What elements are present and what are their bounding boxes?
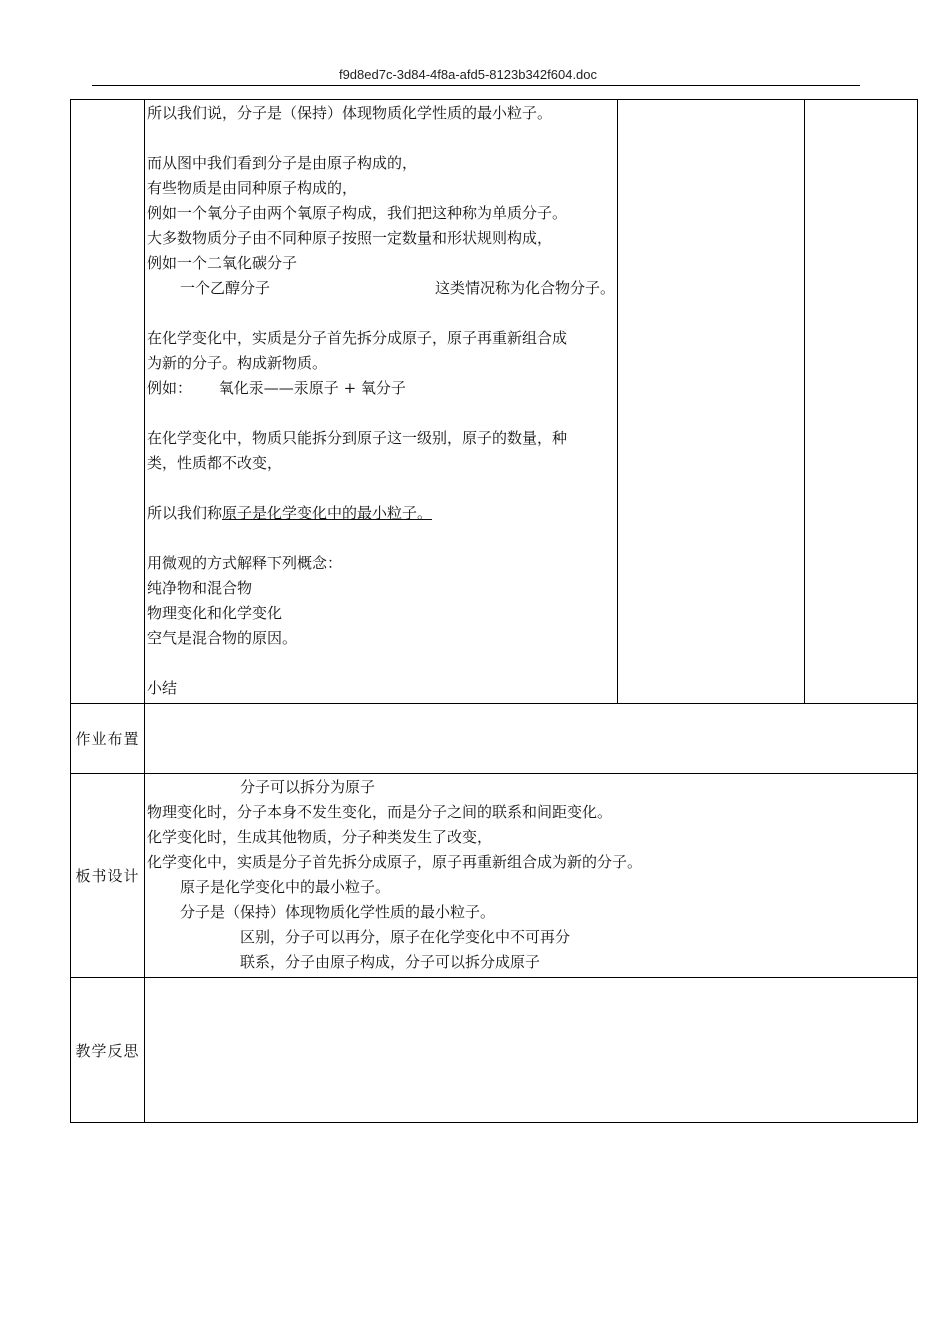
- row-label-cell-empty: [71, 100, 145, 704]
- text-line: 小结: [147, 679, 178, 697]
- text-fragment: 这类情况称为化合物分子。: [434, 279, 615, 297]
- header-rule: [92, 85, 860, 86]
- text-fragment: 例如：: [147, 379, 193, 397]
- text-line: 区别，分子可以再分，原子在化学变化中不可再分: [240, 928, 571, 946]
- document-filename: f9d8ed7c-3d84-4f8a-afd5-8123b342f604.doc: [338, 67, 598, 82]
- text-line: 联系，分子由原子构成，分子可以拆分成原子: [240, 953, 541, 971]
- text-line: 例如一个二氧化碳分子: [147, 254, 298, 272]
- text-line: 为新的分子。构成新物质。: [147, 354, 328, 372]
- homework-row: [71, 704, 918, 774]
- board-design-content-cell: [145, 774, 918, 978]
- text-line: 而从图中我们看到分子是由原子构成的，: [147, 154, 418, 172]
- board-design-label: 板书设计: [71, 774, 145, 978]
- lesson-content-row: [71, 100, 918, 704]
- reflection-content-cell: [145, 978, 918, 1123]
- text-line: 所以我们说，分子是（保持）体现物质化学性质的最小粒子。: [147, 104, 553, 122]
- text-fragment: 一个乙醇分子: [180, 279, 271, 297]
- text-line: 在化学变化中，物质只能拆分到原子这一级别，原子的数量，种: [147, 429, 568, 447]
- notes-cell: [805, 100, 918, 704]
- text-line: 类，性质都不改变，: [147, 454, 283, 472]
- text-line: [147, 501, 615, 526]
- homework-label: 作业布置: [71, 704, 145, 774]
- text-fragment: 所以我们称: [147, 504, 223, 522]
- lesson-content-cell: [145, 100, 618, 704]
- text-line: 物理变化和化学变化: [147, 604, 283, 622]
- text-line: 例如一个氧分子由两个氧原子构成，我们把这种称为单质分子。: [147, 204, 568, 222]
- lesson-plan-table: [70, 99, 918, 1123]
- text-line: 用微观的方式解释下列概念：: [147, 554, 343, 572]
- homework-content-cell: [145, 704, 918, 774]
- reflection-label: 教学反思: [71, 978, 145, 1123]
- text-line: 空气是混合物的原因。: [147, 629, 298, 647]
- reflection-row: [71, 978, 918, 1123]
- text-line: 物理变化时，分子本身不发生变化，而是分子之间的联系和间距变化。: [147, 803, 613, 821]
- text-line: [147, 276, 615, 301]
- text-line: 化学变化中，实质是分子首先拆分成原子，原子再重新组合成为新的分子。: [147, 853, 643, 871]
- text-line: 有些物质是由同种原子构成的，: [147, 179, 358, 197]
- text-line: 分子可以拆分为原子: [240, 778, 376, 796]
- student-activity-cell: [618, 100, 805, 704]
- text-line: 纯净物和混合物: [147, 579, 253, 597]
- text-fragment: 氧化汞——汞原子 + 氧分子: [218, 379, 406, 397]
- text-line: 化学变化时，生成其他物质，分子种类发生了改变，: [147, 828, 493, 846]
- board-design-row: [71, 774, 918, 978]
- text-line: 原子是化学变化中的最小粒子。: [180, 878, 391, 896]
- underlined-key-statement: 原子是化学变化中的最小粒子。: [222, 504, 433, 522]
- text-line: 在化学变化中，实质是分子首先拆分成原子，原子再重新组合成: [147, 329, 568, 347]
- text-line: 大多数物质分子由不同种原子按照一定数量和形状规则构成，: [147, 229, 553, 247]
- text-line: 分子是（保持）体现物质化学性质的最小粒子。: [180, 903, 496, 921]
- text-line: [147, 376, 615, 401]
